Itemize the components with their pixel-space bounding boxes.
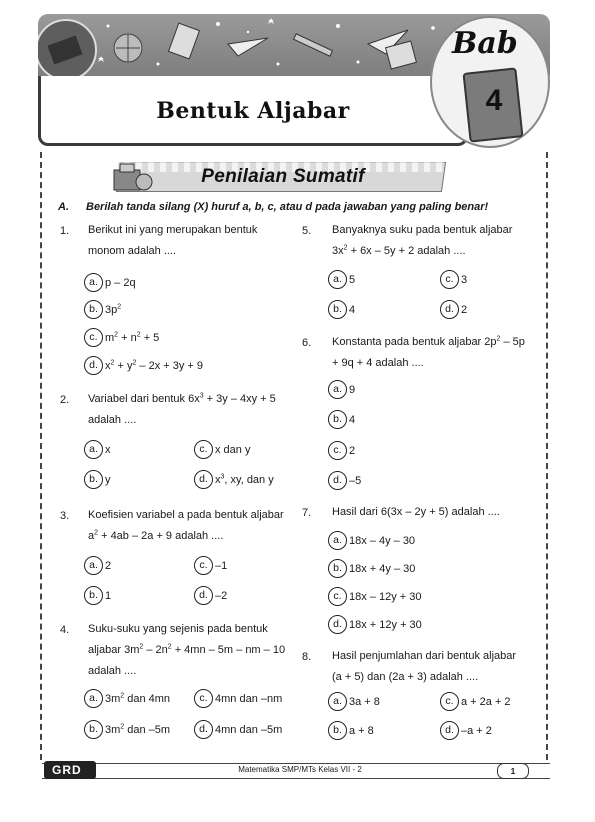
option-letter: d. [440, 300, 459, 319]
question-number: 4. [60, 624, 70, 636]
question-text [332, 332, 530, 374]
option-a[interactable] [84, 440, 111, 459]
option-letter: c. [440, 270, 459, 289]
option-text: $x^3$, xy, dan y [215, 472, 274, 486]
option-letter: a. [84, 556, 103, 575]
option-text: 4mn dan –nm [215, 692, 283, 705]
option-text: 3 [461, 273, 468, 286]
option-text: –1 [215, 559, 228, 572]
question-line: Variabel dari bentuk $6x^3 + 3y - 4xy + 5$ [88, 392, 276, 405]
instruction-text: Berilah tanda silang (X) huruf a, b, c, atau d pada jawaban yang paling benar! [86, 201, 489, 213]
question-line: $3x^2 + 6x - 5y + 2$ adalah .... [332, 244, 466, 257]
question-line: Suku-suku yang sejenis pada bentuk [88, 623, 268, 635]
option-text: 2 [461, 303, 468, 316]
option-letter: b. [328, 559, 347, 578]
right-border-dashes [546, 152, 548, 760]
option-letter: d. [328, 471, 347, 490]
option-text: 2 [349, 444, 356, 457]
question-number: 1. [60, 225, 70, 237]
option-b[interactable] [84, 720, 170, 739]
option-letter: a. [84, 689, 103, 708]
question-line: Hasil penjumlahan dari bentuk aljabar [332, 650, 517, 662]
page-number: 1 [497, 763, 529, 779]
option-d[interactable] [194, 586, 227, 605]
option-c[interactable] [84, 328, 159, 347]
option-text: 18x – 12y + 30 [349, 590, 422, 603]
instruction-letter: A. [58, 201, 69, 213]
option-a[interactable] [328, 531, 415, 550]
option-b[interactable] [84, 300, 121, 319]
option-text: 1 [105, 589, 112, 602]
question-text [88, 389, 286, 431]
option-c[interactable] [440, 692, 511, 711]
option-letter: c. [328, 441, 347, 460]
option-b[interactable] [328, 300, 355, 319]
option-b[interactable] [328, 559, 415, 578]
option-a[interactable] [84, 556, 111, 575]
option-letter: b. [328, 300, 347, 319]
question-number: 3. [60, 510, 70, 522]
question-line: adalah .... [88, 665, 137, 677]
question-text [88, 619, 286, 682]
option-a[interactable] [328, 380, 355, 399]
option-text: 3a + 8 [349, 695, 380, 708]
option-d[interactable] [328, 615, 422, 634]
question-number: 7. [302, 507, 312, 519]
option-letter: c. [194, 556, 213, 575]
bab-label: Bab [452, 26, 518, 61]
option-text: $3m^2$ dan 4mn [105, 691, 171, 705]
question-line: Konstanta pada bentuk aljabar $2p^2 - 5p$ [332, 335, 525, 348]
question-line: $a^2 + 4ab - 2a + 9$ adalah .... [88, 529, 224, 542]
option-text: y [105, 473, 111, 486]
option-c[interactable] [440, 270, 467, 289]
option-letter: b. [328, 721, 347, 740]
option-text: x [105, 443, 111, 456]
option-a[interactable] [84, 273, 136, 292]
option-letter: a. [328, 270, 347, 289]
question-text [332, 502, 530, 523]
option-text: 4 [349, 303, 356, 316]
question-line: Banyaknya suku pada bentuk aljabar [332, 224, 513, 236]
option-letter: a. [328, 531, 347, 550]
option-c[interactable] [328, 441, 355, 460]
option-letter: d. [328, 615, 347, 634]
option-letter: a. [84, 273, 103, 292]
option-letter: b. [84, 586, 103, 605]
option-c[interactable] [194, 689, 282, 708]
option-letter: c. [194, 440, 213, 459]
option-text: –a + 2 [461, 724, 492, 737]
question-text [332, 220, 530, 262]
question-number: 8. [302, 651, 312, 663]
footer-text: Matematika SMP/MTs Kelas VII - 2 [238, 765, 362, 774]
chapter-title: Bentuk Aljabar [156, 98, 350, 124]
option-letter: c. [84, 328, 103, 347]
option-text: 4 [349, 413, 356, 426]
option-text: a + 2a + 2 [461, 695, 511, 708]
option-b[interactable] [328, 410, 355, 429]
option-a[interactable] [328, 692, 380, 711]
option-d[interactable] [194, 470, 274, 489]
option-text: 18x – 4y – 30 [349, 534, 416, 547]
option-b[interactable] [84, 470, 111, 489]
option-text: x dan y [215, 443, 251, 456]
option-text: $x^2 + y^2 - 2x + 3y + 9$ [105, 358, 204, 372]
option-letter: d. [194, 470, 213, 489]
option-text: $3p^2$ [105, 302, 122, 316]
option-d[interactable] [194, 720, 282, 739]
option-letter: b. [328, 410, 347, 429]
option-b[interactable] [328, 721, 374, 740]
option-letter: d. [84, 356, 103, 375]
option-letter: a. [84, 440, 103, 459]
option-text: 18x + 12y + 30 [349, 618, 422, 631]
option-text: 2 [105, 559, 112, 572]
option-text: a + 8 [349, 724, 374, 737]
option-letter: c. [194, 689, 213, 708]
section-title: Penilaian Sumatif [201, 166, 365, 187]
option-text: –2 [215, 589, 228, 602]
option-d[interactable] [84, 356, 203, 375]
question-number: 2. [60, 394, 70, 406]
option-text: 5 [349, 273, 356, 286]
option-d[interactable] [440, 721, 492, 740]
option-letter: c. [440, 692, 459, 711]
option-b[interactable] [84, 586, 111, 605]
option-letter: d. [440, 721, 459, 740]
option-d[interactable] [440, 300, 467, 319]
question-line: (a + 5) dan (2a + 3) adalah .... [332, 671, 479, 683]
option-letter: c. [328, 587, 347, 606]
option-a[interactable] [84, 689, 170, 708]
option-a[interactable] [328, 270, 355, 289]
option-text: 18x + 4y – 30 [349, 562, 416, 575]
brand-text: GRD [52, 763, 82, 777]
question-text [88, 220, 286, 262]
bab-number: 4 [485, 84, 503, 117]
option-d[interactable] [328, 471, 361, 490]
option-letter: a. [328, 692, 347, 711]
question-line: adalah .... [88, 414, 137, 426]
option-c[interactable] [194, 440, 250, 459]
option-letter: b. [84, 470, 103, 489]
option-letter: a. [328, 380, 347, 399]
question-text [88, 505, 286, 547]
option-letter: b. [84, 300, 103, 319]
option-letter: d. [194, 720, 213, 739]
option-letter: d. [194, 586, 213, 605]
question-line: Berikut ini yang merupakan bentuk [88, 224, 258, 236]
question-line: Koefisien variabel a pada bentuk aljabar [88, 509, 284, 521]
option-text: 9 [349, 383, 356, 396]
question-number: 5. [302, 225, 312, 237]
question-line: Hasil dari 6(3x – 2y + 5) adalah .... [332, 506, 500, 518]
left-border-dashes [40, 152, 42, 760]
question-line: + 9q + 4 adalah .... [332, 357, 424, 369]
option-c[interactable] [194, 556, 227, 575]
question-line: aljabar $3m^2 - 2n^2 + 4mn - 5m$ – nm – 10 [88, 643, 286, 656]
question-line: monom adalah .... [88, 245, 177, 257]
option-text: 4mn dan –5m [215, 723, 283, 736]
option-text: $m^2 + n^2 + 5$ [105, 330, 160, 344]
question-number: 6. [302, 337, 312, 349]
option-c[interactable] [328, 587, 421, 606]
option-text: $3m^2$ dan –5m [105, 722, 171, 736]
question-text [332, 646, 530, 688]
option-text: –5 [349, 474, 362, 487]
option-text: p – 2q [105, 276, 136, 289]
option-letter: b. [84, 720, 103, 739]
